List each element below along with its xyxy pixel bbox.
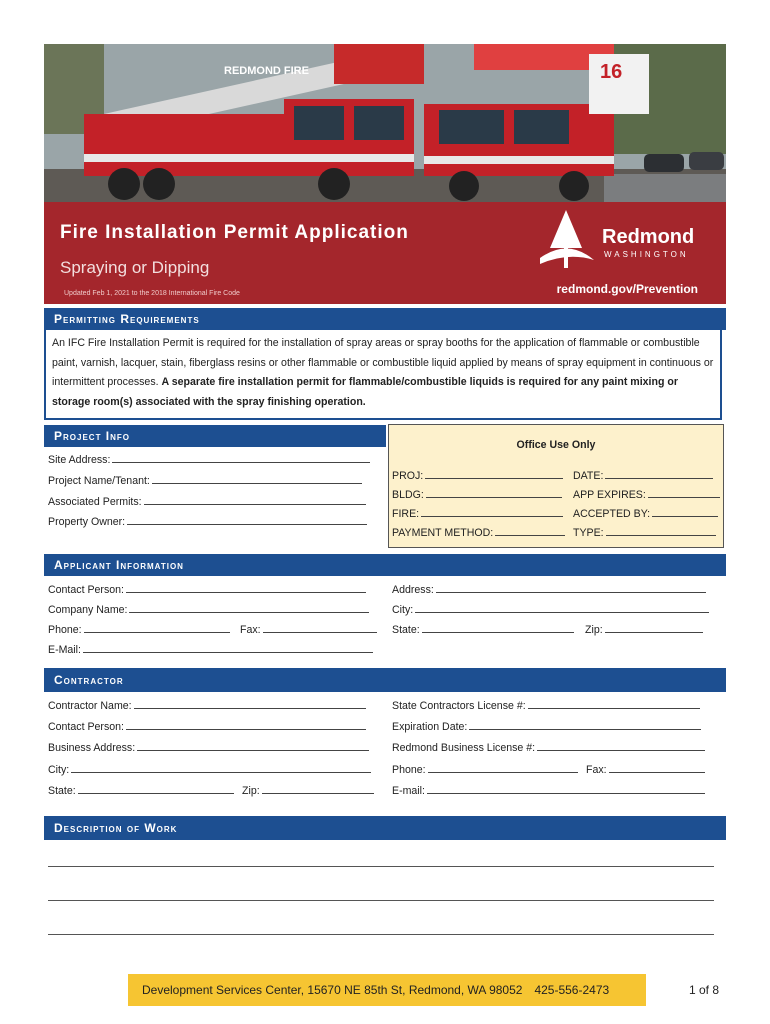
redmond-license-label: Redmond Business License #: <box>392 742 536 754</box>
project-info-header: Project Info <box>44 425 386 447</box>
type-field[interactable] <box>573 525 716 539</box>
applicant-zip-label: Zip: <box>585 624 603 636</box>
applicant-contact-field[interactable] <box>48 582 366 596</box>
applicant-address-label: Address: <box>392 584 434 596</box>
applicant-address-field[interactable] <box>392 582 706 596</box>
proj-label: PROJ: <box>392 470 424 482</box>
contractor-city-field[interactable] <box>48 762 371 776</box>
fire-field[interactable] <box>392 506 563 520</box>
description-line-2[interactable] <box>48 900 714 901</box>
payment-method-label: PAYMENT METHOD: <box>392 527 494 539</box>
logo-name: Redmond <box>602 226 695 248</box>
applicant-phone-label: Phone: <box>48 624 82 636</box>
property-owner-field[interactable] <box>48 514 367 528</box>
page-title: Fire Installation Permit Application <box>60 222 409 243</box>
applicant-fax-field[interactable] <box>240 622 377 636</box>
date-label: DATE: <box>573 470 604 482</box>
description-of-work-header: Description of Work <box>44 816 726 840</box>
title-banner <box>44 202 726 304</box>
project-name-label: Project Name/Tenant: <box>48 475 150 487</box>
contractor-city-label: City: <box>48 764 70 776</box>
redmond-license-field[interactable] <box>392 740 705 754</box>
applicant-email-field[interactable] <box>48 642 373 656</box>
applicant-zip-field[interactable] <box>585 622 703 636</box>
site-address-field[interactable] <box>48 452 370 466</box>
contractor-name-label: Contractor Name: <box>48 700 132 712</box>
date-field[interactable] <box>573 468 713 482</box>
state-license-field[interactable] <box>392 698 700 712</box>
associated-permits-label: Associated Permits: <box>48 496 142 508</box>
associated-permits-field[interactable] <box>48 494 366 508</box>
permitting-requirements-header: Permitting Requirements <box>44 308 726 330</box>
applicant-phone-field[interactable] <box>48 622 230 636</box>
site-address-label: Site Address: <box>48 454 111 466</box>
type-label: TYPE: <box>573 527 604 539</box>
contractor-zip-label: Zip: <box>242 785 260 797</box>
applicant-contact-label: Contact Person: <box>48 584 124 596</box>
permitting-requirements-box <box>44 330 722 420</box>
contractor-email-field[interactable] <box>392 783 705 797</box>
expiration-date-field[interactable] <box>392 719 701 733</box>
contractor-contact-label: Contact Person: <box>48 721 124 733</box>
applicant-company-field[interactable] <box>48 602 369 616</box>
bldg-label: BLDG: <box>392 489 424 501</box>
office-use-heading: Office Use Only <box>516 439 596 451</box>
contractor-address-label: Business Address: <box>48 742 136 754</box>
applicant-state-field[interactable] <box>392 622 574 636</box>
applicant-fax-label: Fax: <box>240 624 261 636</box>
contractor-state-field[interactable] <box>48 783 234 797</box>
logo-subtitle: WASHINGTON <box>604 250 689 259</box>
project-name-field[interactable] <box>48 473 362 487</box>
permitting-bold-text: A separate fire installation permit for flammable/combustible liquids is required for any paint mixing or storage room(s) associated with the spray finishing operation. <box>52 376 678 408</box>
contractor-fax-label: Fax: <box>586 764 607 776</box>
applicant-company-label: Company Name: <box>48 604 128 616</box>
contractor-zip-field[interactable] <box>242 783 374 797</box>
applicant-state-label: State: <box>392 624 420 636</box>
applicant-email-label: E-Mail: <box>48 644 81 656</box>
updated-note: Updated Feb 1, 2021 to the 2018 International Fire Code <box>64 290 240 297</box>
proj-field[interactable] <box>392 468 563 482</box>
description-line-3[interactable] <box>48 934 714 935</box>
footer-address-bar <box>128 974 646 1006</box>
applicant-information-header: Applicant Information <box>44 554 726 576</box>
bldg-field[interactable] <box>392 487 562 501</box>
page-subtitle: Spraying or Dipping <box>60 258 210 277</box>
truck-sign-text: REDMOND FIRE <box>224 65 309 77</box>
contractor-header: Contractor <box>44 668 726 692</box>
permitting-text: An IFC Fire Installation Permit is required for the installation of spray areas or spray booths for the application of flammable or combustible paint, varnish, lacquer, stain, fiberglass resins or other flammable or combustible liquid applied by means of spray equipment in continuous or intermittent processes. <box>52 337 714 388</box>
contractor-address-field[interactable] <box>48 740 369 754</box>
contractor-fax-field[interactable] <box>586 762 705 776</box>
app-expires-label: APP EXPIRES: <box>573 489 646 501</box>
website-link[interactable]: redmond.gov/Prevention <box>556 282 698 296</box>
fire-trucks-photo <box>44 44 726 202</box>
expiration-date-label: Expiration Date: <box>392 721 468 733</box>
contractor-contact-field[interactable] <box>48 719 366 733</box>
contractor-state-label: State: <box>48 785 76 797</box>
accepted-by-label: ACCEPTED BY: <box>573 508 651 520</box>
contractor-name-field[interactable] <box>48 698 366 712</box>
footer-address: Development Services Center, 15670 NE 85th St, Redmond, WA 98052 <box>142 983 523 997</box>
contractor-email-label: E-mail: <box>392 785 425 797</box>
payment-method-field[interactable] <box>392 525 565 539</box>
property-owner-label: Property Owner: <box>48 516 126 528</box>
contractor-phone-field[interactable] <box>392 762 578 776</box>
truck-number-text: 16 <box>600 61 623 83</box>
accepted-by-field[interactable] <box>573 506 718 520</box>
applicant-city-label: City: <box>392 604 414 616</box>
footer-phone: 425-556-2473 <box>534 983 610 997</box>
contractor-phone-label: Phone: <box>392 764 426 776</box>
description-line-1[interactable] <box>48 866 714 867</box>
applicant-city-field[interactable] <box>392 602 709 616</box>
fire-label: FIRE: <box>392 508 420 520</box>
state-license-label: State Contractors License #: <box>392 700 526 712</box>
page-number: 1 of 8 <box>689 983 720 997</box>
app-expires-field[interactable] <box>573 487 720 501</box>
